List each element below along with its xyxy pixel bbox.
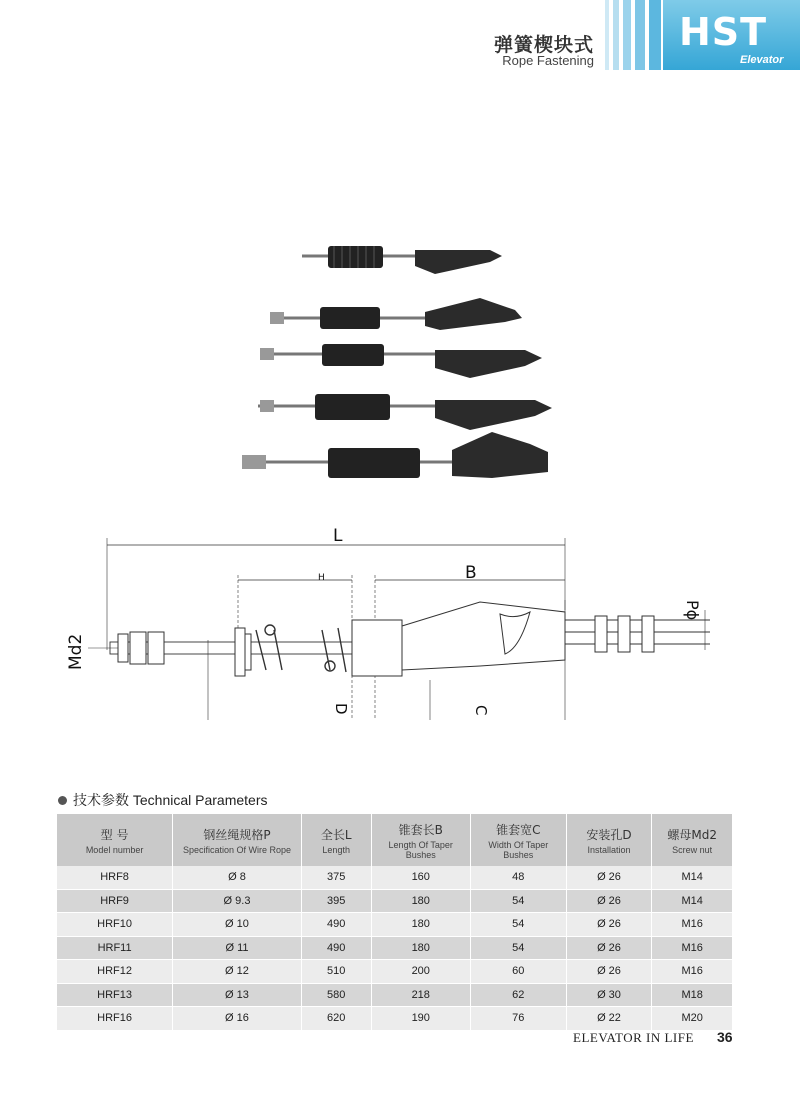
dim-H: H bbox=[318, 573, 325, 583]
footer-slogan: ELEVATOR IN LIFE bbox=[573, 1030, 694, 1045]
column-header-en: Screw nut bbox=[672, 844, 713, 855]
dim-P: Pϕ bbox=[683, 600, 702, 621]
column-header-cn: 钢丝绳规格P bbox=[203, 827, 271, 842]
table-cell: 218 bbox=[371, 983, 470, 1007]
table-cell: M20 bbox=[652, 1007, 733, 1031]
table-cell: HRF12 bbox=[57, 960, 173, 984]
product-photo bbox=[230, 236, 570, 486]
column-header-en: Length Of Taper Bushes bbox=[388, 839, 453, 860]
rope-fastening-1 bbox=[302, 246, 502, 274]
table-cell: 395 bbox=[301, 889, 371, 913]
logo-stripes bbox=[603, 0, 663, 70]
table-row bbox=[57, 960, 733, 984]
dim-L: L bbox=[333, 526, 343, 546]
table-cell: Ø 22 bbox=[566, 1007, 652, 1031]
table-cell: Ø 26 bbox=[566, 936, 652, 960]
column-header bbox=[652, 814, 733, 866]
page-title-cn: 弹簧楔块式 bbox=[493, 34, 594, 56]
table-cell: 200 bbox=[371, 960, 470, 984]
logo-text: HST bbox=[679, 10, 768, 54]
table-cell: 76 bbox=[470, 1007, 566, 1031]
column-header-cn: 螺母Md2 bbox=[667, 827, 717, 842]
table-cell: 54 bbox=[470, 913, 566, 937]
table-cell: 54 bbox=[470, 936, 566, 960]
table-cell: HRF13 bbox=[57, 983, 173, 1007]
rope-fastening-2 bbox=[270, 298, 522, 330]
column-header bbox=[371, 814, 470, 866]
table-cell: Ø 10 bbox=[173, 913, 302, 937]
column-header-en: Model number bbox=[85, 844, 144, 855]
table-cell: 490 bbox=[301, 936, 371, 960]
column-header-cn: 锥套长B bbox=[398, 822, 443, 837]
table-cell: Ø 8 bbox=[173, 866, 302, 889]
table-cell: Ø 13 bbox=[173, 983, 302, 1007]
table-cell: 48 bbox=[470, 866, 566, 889]
column-header bbox=[173, 814, 302, 866]
table-cell: 160 bbox=[371, 866, 470, 889]
table-row bbox=[57, 889, 733, 913]
dim-Md2: Md2 bbox=[66, 633, 86, 670]
table-cell: Ø 16 bbox=[173, 1007, 302, 1031]
table-cell: M14 bbox=[652, 889, 733, 913]
table-cell: 375 bbox=[301, 866, 371, 889]
column-header-cn: 全长L bbox=[320, 827, 352, 842]
bullet-dot-icon bbox=[58, 796, 67, 805]
table-row bbox=[57, 866, 733, 889]
column-header bbox=[470, 814, 566, 866]
table-cell: 580 bbox=[301, 983, 371, 1007]
column-header-cn: 锥套宽C bbox=[496, 822, 541, 837]
table-cell: M16 bbox=[652, 913, 733, 937]
rope-fastening-3 bbox=[260, 344, 542, 378]
table-cell: 620 bbox=[301, 1007, 371, 1031]
table-row bbox=[57, 913, 733, 937]
table-cell: 180 bbox=[371, 889, 470, 913]
table-cell: 60 bbox=[470, 960, 566, 984]
table-cell: M16 bbox=[652, 936, 733, 960]
column-header-en: Width Of Taper Bushes bbox=[488, 839, 549, 860]
table-cell: 62 bbox=[470, 983, 566, 1007]
table-header-row bbox=[57, 814, 733, 866]
column-header-en: Length bbox=[322, 844, 350, 855]
table-cell: 510 bbox=[301, 960, 371, 984]
column-header-cn: 安装孔D bbox=[586, 827, 632, 842]
table-cell: Ø 9.3 bbox=[173, 889, 302, 913]
table-cell: Ø 26 bbox=[566, 960, 652, 984]
table-cell: 54 bbox=[470, 889, 566, 913]
table-cell: 190 bbox=[371, 1007, 470, 1031]
page-number: 36 bbox=[717, 1029, 733, 1045]
column-header-en: Installation bbox=[587, 844, 631, 855]
table-cell: 180 bbox=[371, 936, 470, 960]
column-header bbox=[301, 814, 371, 866]
table-body bbox=[57, 866, 733, 1030]
table-row bbox=[57, 1007, 733, 1031]
technical-drawing bbox=[60, 520, 740, 730]
table-cell: M14 bbox=[652, 866, 733, 889]
column-header bbox=[566, 814, 652, 866]
logo-subtext: Elevator bbox=[740, 54, 784, 66]
column-header-cn: 型 号 bbox=[100, 827, 129, 842]
section-heading bbox=[58, 790, 268, 810]
dim-D: D bbox=[332, 703, 350, 715]
table-cell: Ø 26 bbox=[566, 866, 652, 889]
column-header bbox=[57, 814, 173, 866]
section-title: 技术参数 Technical Parameters bbox=[73, 792, 268, 808]
table-cell: Ø 30 bbox=[566, 983, 652, 1007]
table-row bbox=[57, 983, 733, 1007]
table-cell: M18 bbox=[652, 983, 733, 1007]
dim-C: C bbox=[472, 705, 490, 716]
table-cell: HRF10 bbox=[57, 913, 173, 937]
page-title-en: Rope Fastening bbox=[502, 53, 594, 68]
table-row bbox=[57, 936, 733, 960]
table-cell: Ø 12 bbox=[173, 960, 302, 984]
table-cell: Ø 26 bbox=[566, 913, 652, 937]
table-cell: HRF16 bbox=[57, 1007, 173, 1031]
table-cell: M16 bbox=[652, 960, 733, 984]
table-cell: Ø 11 bbox=[173, 936, 302, 960]
column-header-en: Specification Of Wire Rope bbox=[182, 844, 291, 855]
rope-fastening-5 bbox=[242, 432, 548, 478]
table-cell: HRF11 bbox=[57, 936, 173, 960]
rope-fastening-4 bbox=[258, 394, 552, 430]
table-cell: Ø 26 bbox=[566, 889, 652, 913]
table-cell: 180 bbox=[371, 913, 470, 937]
dim-B: B bbox=[465, 563, 477, 583]
table-cell: HRF9 bbox=[57, 889, 173, 913]
parameters-table bbox=[57, 814, 733, 1031]
table-cell: HRF8 bbox=[57, 866, 173, 889]
table-cell: 490 bbox=[301, 913, 371, 937]
